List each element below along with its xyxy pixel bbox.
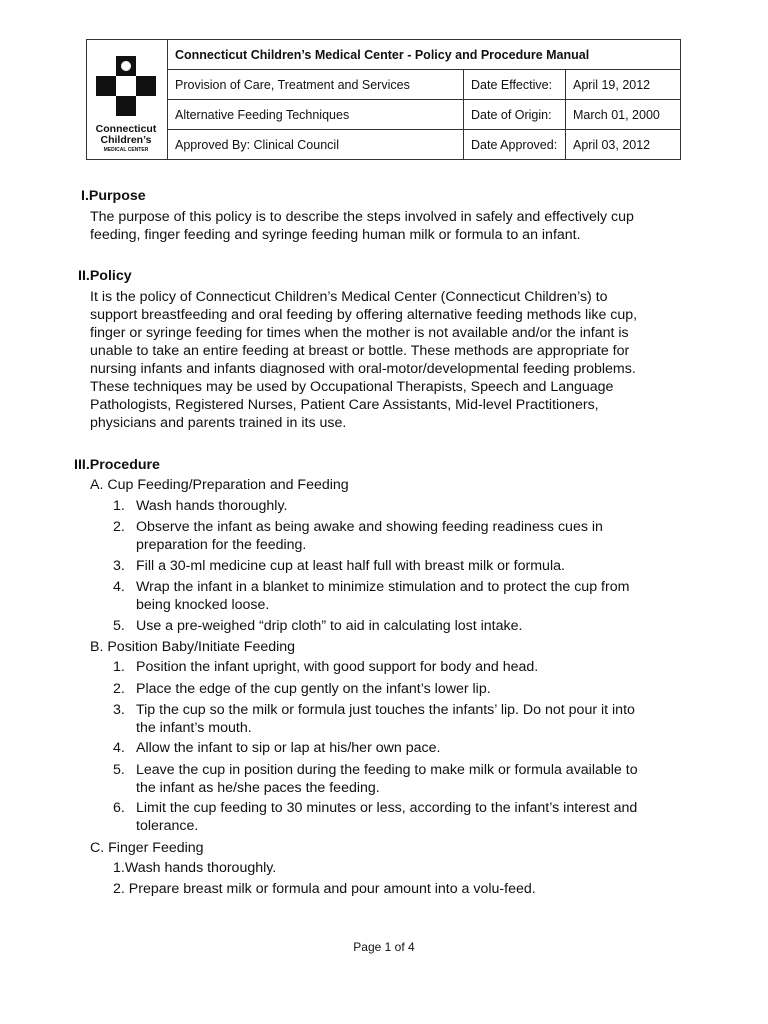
list-item-number: 1. [113, 498, 125, 514]
list-item-number: 2. [113, 519, 125, 535]
purpose-line: The purpose of this policy is to describe the steps involved in safely and effectively cup [90, 209, 634, 225]
list-item-number: 4. [113, 740, 125, 756]
policy-line: nursing infants and infants diagnosed with oral-motor/developmental feeding problems. [90, 361, 636, 377]
document-header-table [86, 39, 681, 160]
list-item-line: Place the edge of the cup gently on the infant’s lower lip. [136, 681, 491, 697]
logo-cross-icon [91, 46, 163, 154]
date-origin-label: Date of Origin: [464, 100, 566, 130]
policy-line: It is the policy of Connecticut Children’s Medical Center (Connecticut Children’s) to [90, 289, 608, 305]
procedure-heading: III.Procedure [74, 457, 160, 473]
date-approved-label: Date Approved: [464, 130, 566, 160]
svg-text:MEDICAL CENTER: MEDICAL CENTER [103, 146, 149, 153]
purpose-line: feeding, finger feeding and syringe feeding human milk or formula to an infant. [90, 227, 581, 243]
list-item-text [136, 617, 696, 635]
list-item-line: tolerance. [136, 818, 199, 834]
list-item-line: being knocked loose. [136, 597, 270, 613]
list-item-line: Fill a 30-ml medicine cup at least half full with breast milk or formula. [136, 558, 565, 574]
policy-line: Pathologists, Registered Nurses, Patient Care Assistants, Mid-level Practitioners, [90, 397, 599, 413]
policy-line: physicians and parents trained in its use. [90, 415, 347, 431]
list-item-text [136, 799, 696, 835]
svg-text:Connecticut: Connecticut [95, 122, 157, 135]
approved-by: Approved By: Clinical Council [168, 130, 464, 160]
list-item-number: 1. [113, 659, 125, 675]
list-item-line: Use a pre-weighed “drip cloth” to aid in calculating lost intake. [136, 618, 523, 634]
list-item: 1.Wash hands thoroughly. [113, 860, 277, 876]
list-item-number: 5. [113, 762, 125, 778]
list-item-number: 2. [113, 681, 125, 697]
list-item-text [136, 761, 696, 797]
list-item-line: Observe the infant as being awake and showing feeding readiness cues in [136, 519, 603, 535]
list-item: 2. Prepare breast milk or formula and pour amount into a volu-feed. [113, 881, 536, 897]
manual-title: Connecticut Children’s Medical Center - Policy and Procedure Manual [168, 40, 681, 70]
date-effective-value: April 19, 2012 [566, 70, 681, 100]
list-item-number: 6. [113, 800, 125, 816]
list-item-line: Position the infant upright, with good support for body and head. [136, 659, 539, 675]
header-category: Provision of Care, Treatment and Services [168, 70, 464, 100]
list-item-line: Tip the cup so the milk or formula just touches the infants’ lip. Do not pour it into [136, 702, 635, 718]
list-item-text [136, 557, 696, 575]
policy-name: Alternative Feeding Techniques [168, 100, 464, 130]
list-item-line: Allow the infant to sip or lap at his/her own pace. [136, 740, 441, 756]
list-item-line: Leave the cup in position during the feeding to make milk or formula available to [136, 762, 638, 778]
list-item-line: Wash hands thoroughly. [136, 498, 288, 514]
policy-paragraph [90, 288, 680, 432]
list-item-line: preparation for the feeding. [136, 537, 307, 553]
list-item-text [136, 518, 696, 554]
page-number: Page 1 of 4 [353, 940, 415, 954]
date-effective-label: Date Effective: [464, 70, 566, 100]
purpose-heading: I.Purpose [81, 188, 146, 204]
purpose-paragraph [90, 208, 680, 244]
date-origin-value: March 01, 2000 [566, 100, 681, 130]
list-item-line: Wrap the infant in a blanket to minimize stimulation and to protect the cup from [136, 579, 630, 595]
finger-feeding-subheading: C. Finger Feeding [90, 840, 204, 856]
list-item-number: 4. [113, 579, 125, 595]
list-item-line: the infant as he/she paces the feeding. [136, 780, 380, 796]
list-item-text [136, 680, 696, 698]
position-baby-subheading: B. Position Baby/Initiate Feeding [90, 639, 296, 655]
policy-line: These techniques may be used by Occupational Therapists, Speech and Language [90, 379, 614, 395]
list-item-number: 3. [113, 558, 125, 574]
hospital-logo [87, 40, 168, 160]
policy-line: support breastfeeding and oral feeding by offering alternative feeding methods like cup, [90, 307, 638, 323]
list-item-text [136, 497, 696, 515]
date-approved-value: April 03, 2012 [566, 130, 681, 160]
policy-line: finger or syringe feeding for times when the mother is not available and/or the infant is [90, 325, 629, 341]
list-item-line: the infant’s mouth. [136, 720, 252, 736]
cup-feeding-subheading: A. Cup Feeding/Preparation and Feeding [90, 477, 349, 493]
list-item-line: Limit the cup feeding to 30 minutes or less, according to the infant’s interest and [136, 800, 638, 816]
list-item-text [136, 658, 696, 676]
list-item-text [136, 701, 696, 737]
svg-text:Children’s: Children’s [100, 133, 152, 146]
policy-line: unable to take an entire feeding at breast or bottle. These methods are appropriate for [90, 343, 630, 359]
list-item-number: 3. [113, 702, 125, 718]
list-item-text [136, 578, 696, 614]
policy-heading: II.Policy [78, 268, 132, 284]
list-item-text [136, 739, 696, 757]
list-item-number: 5. [113, 618, 125, 634]
